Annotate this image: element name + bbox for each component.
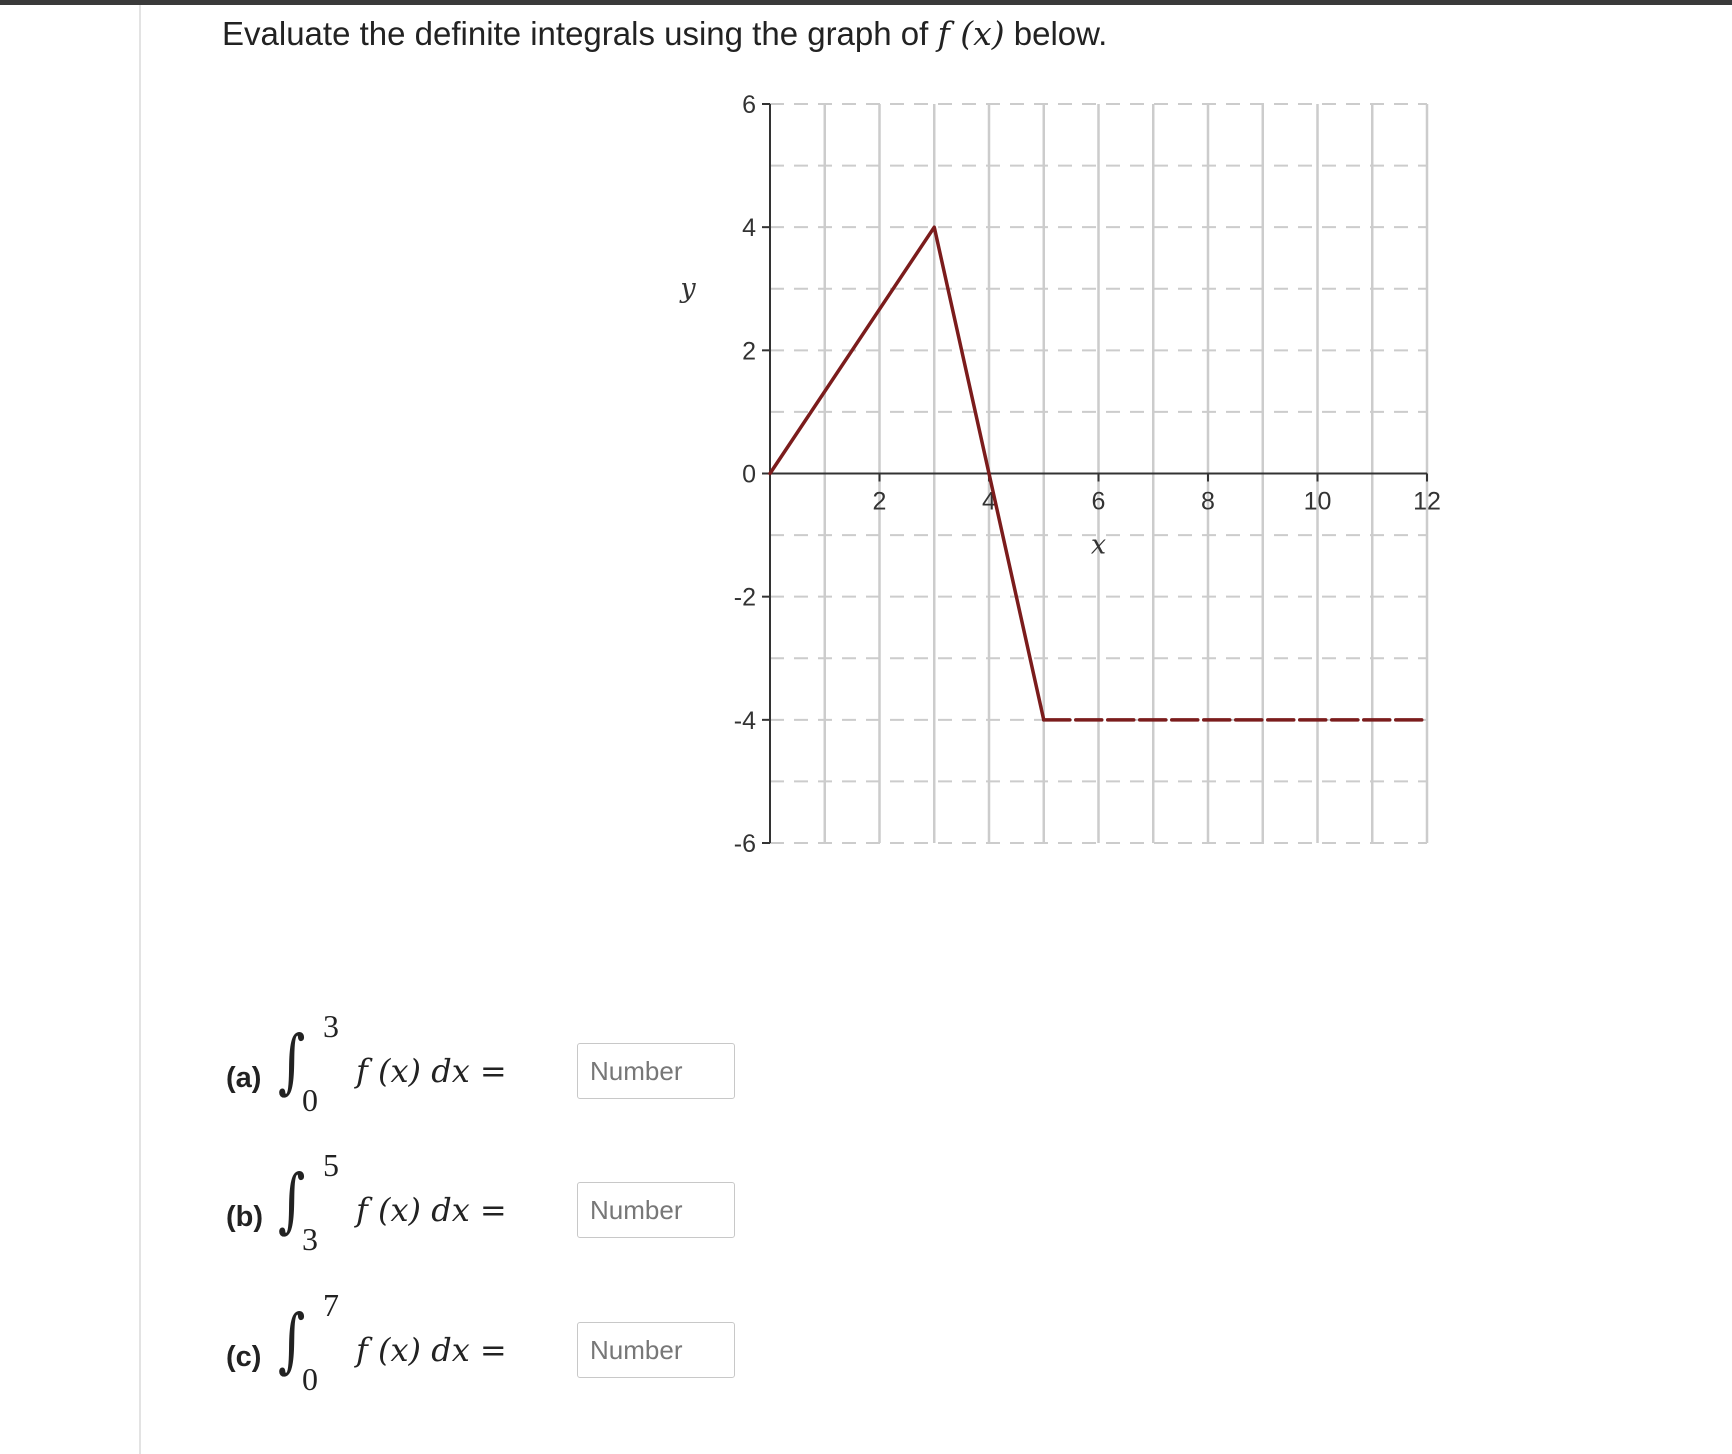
y-tick-label: 0 (742, 460, 756, 489)
y-tick-label: -6 (733, 830, 756, 858)
integrand: f (x) dx = (356, 1331, 507, 1369)
x-tick-label: 4 (982, 487, 996, 516)
integral-sign: ∫ (278, 1299, 306, 1381)
x-tick-label: 6 (1091, 487, 1106, 516)
upper-limit: 5 (323, 1147, 339, 1183)
answer-input-c[interactable] (577, 1322, 735, 1378)
answer-input-a[interactable] (577, 1043, 735, 1099)
y-tick-label: 4 (742, 214, 756, 243)
y-tick-label: -2 (733, 583, 756, 612)
x-tick-label: 12 (1413, 487, 1441, 516)
x-tick-label: 2 (872, 487, 887, 516)
question-b (226, 1147, 746, 1263)
x-tick-label: 10 (1303, 487, 1332, 516)
prompt-text: Evaluate the definite integrals using the graph of (222, 15, 929, 52)
lower-limit: 0 (302, 1082, 318, 1118)
question-label: (a) (226, 1062, 262, 1094)
y-axis-label: y (680, 272, 696, 304)
lower-limit: 3 (302, 1221, 318, 1257)
y-tick-label: 6 (742, 91, 756, 119)
lower-limit: 0 (302, 1361, 318, 1397)
integral-sign: ∫ (278, 1159, 306, 1241)
answer-input-b[interactable] (577, 1182, 735, 1238)
integrand: f (x) dx = (356, 1191, 507, 1229)
upper-limit: 7 (323, 1287, 339, 1323)
upper-limit: 3 (323, 1008, 339, 1044)
x-tick-label: 8 (1201, 487, 1215, 516)
integrand: f (x) dx = (356, 1052, 507, 1090)
integral-sign: ∫ (278, 1020, 306, 1102)
y-tick-label: 2 (742, 337, 756, 366)
prompt-text-end: below. (1013, 15, 1108, 52)
question-label: (b) (226, 1201, 264, 1233)
prompt-function-arg: (x) (960, 14, 1005, 53)
x-axis-label: x (1090, 529, 1107, 561)
question-c (226, 1287, 746, 1403)
prompt-function-name: f (937, 14, 950, 53)
y-tick-label: -4 (733, 706, 756, 735)
question-a (226, 1008, 746, 1124)
question-label: (c) (226, 1341, 262, 1373)
